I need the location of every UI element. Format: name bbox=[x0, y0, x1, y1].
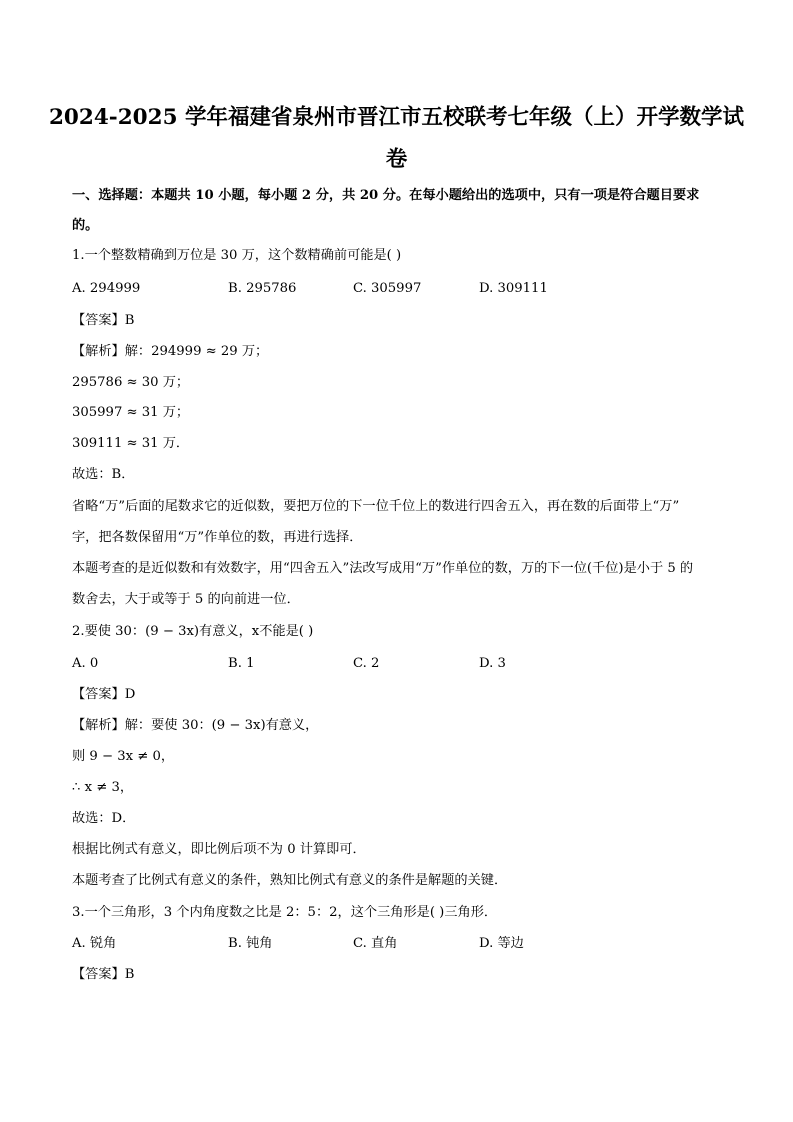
q2-analysis-line: ∴ x ≠ 3， bbox=[72, 780, 134, 795]
q3-answer: 【答案】B bbox=[72, 967, 135, 982]
q1-analysis-line: 305997 ≈ 31 万； bbox=[72, 405, 190, 420]
q3-option-a: A. 锐角 bbox=[72, 936, 117, 951]
q2-answer: 【答案】D bbox=[72, 687, 136, 702]
section-heading-cont: 的。 bbox=[72, 218, 99, 233]
document-title-line1: 2024-2025 学年福建省泉州市晋江市五校联考七年级（上）开学数学试 bbox=[48, 105, 745, 130]
q1-analysis-line: 295786 ≈ 30 万； bbox=[72, 375, 190, 390]
q1-option-b: B. 295786 bbox=[228, 281, 297, 296]
q2-analysis-line: 根据比例式有意义，即比例后项不为 0 计算即可． bbox=[72, 842, 366, 857]
section-heading: 一、选择题：本题共 10 小题，每小题 2 分，共 20 分。在每小题给出的选项中，只有一项是符合题目要求 bbox=[72, 188, 700, 203]
q1-analysis-line: 数舍去，大于或等于 5 的向前进一位． bbox=[72, 592, 300, 607]
q2-option-a: A. 0 bbox=[72, 656, 99, 671]
q1-analysis-line: 字，把各数保留用“万”作单位的数，再进行选择． bbox=[72, 530, 363, 545]
q2-analysis-line: 故选：D． bbox=[72, 811, 136, 826]
q2-option-b: B. 1 bbox=[228, 656, 255, 671]
question-1-stem: 1.一个整数精确到万位是 30 万，这个数精确前可能是( ) bbox=[72, 248, 402, 263]
document-title-line2: 卷 bbox=[385, 147, 408, 172]
question-2-stem: 2.要使 30：(9 − 3x)有意义，x不能是( ) bbox=[72, 624, 314, 639]
q3-option-b: B. 钝角 bbox=[228, 936, 273, 951]
q1-answer: 【答案】B bbox=[72, 313, 135, 328]
question-3-stem: 3.一个三角形，3 个内角度数之比是 2：5：2，这个三角形是( )三角形． bbox=[72, 905, 498, 920]
q1-analysis-line: 故选：B． bbox=[72, 467, 135, 482]
q2-analysis-line: 则 9 − 3x ≠ 0， bbox=[72, 749, 175, 764]
q1-option-d: D. 309111 bbox=[479, 281, 548, 296]
q1-option-a: A. 294999 bbox=[72, 281, 141, 296]
q2-analysis-line: 本题考查了比例式有意义的条件，熟知比例式有意义的条件是解题的关键． bbox=[72, 873, 508, 888]
q2-analysis-line: 【解析】解：要使 30：(9 − 3x)有意义， bbox=[72, 718, 319, 733]
q3-option-d: D. 等边 bbox=[479, 936, 524, 951]
q1-analysis-line: 本题考查的是近似数和有效数字，用“四舍五入”法改写成用“万”作单位的数，万的下一位(千位)是小于 5 的 bbox=[72, 561, 694, 576]
q2-option-d: D. 3 bbox=[479, 656, 506, 671]
q2-option-c: C. 2 bbox=[353, 656, 380, 671]
q1-analysis-line: 省略“万”后面的尾数求它的近似数，要把万位的下一位千位上的数进行四舍五入，再在数的后面带上“万” bbox=[72, 499, 680, 514]
q1-option-c: C. 305997 bbox=[353, 281, 422, 296]
q1-analysis-line: 309111 ≈ 31 万． bbox=[72, 436, 190, 451]
q3-option-c: C. 直角 bbox=[353, 936, 398, 951]
q1-analysis-line: 【解析】解：294999 ≈ 29 万； bbox=[72, 344, 269, 359]
